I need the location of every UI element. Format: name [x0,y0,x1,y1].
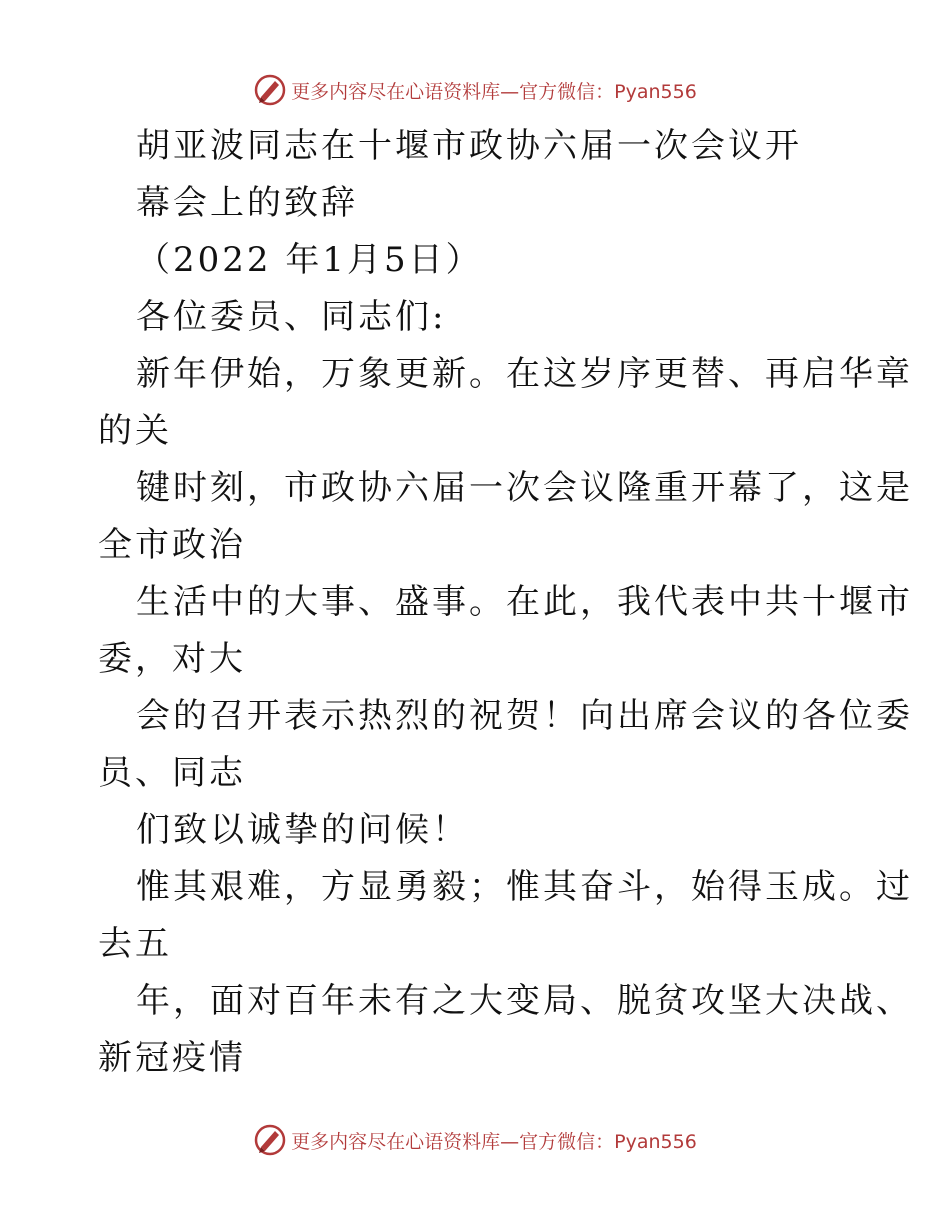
text-line: 年，面对百年未有之大变局、脱贫攻坚大决战、 [136,981,913,1021]
text-line: （2022 年1月5日） [136,240,483,280]
text-line: 生活中的大事、盛事。在此，我代表中共十堰市 [136,582,913,622]
text-line: 键时刻，市政协六届一次会议隆重开幕了，这是 [136,468,913,508]
text-line: 们致以诚挚的问候！ [136,810,469,850]
footer-watermark-banner [0,1120,950,1160]
text-line: 去五 [98,924,172,964]
text-line: 新年伊始，万象更新。在这岁序更替、再启华章 [136,354,913,394]
text-line: 委，对大 [98,639,246,679]
text-line: 新冠疫情 [98,1038,246,1078]
text-line: 的关 [98,411,172,451]
text-line: 胡亚波同志在十堰市政协六届一次会议开 [136,126,802,166]
pen-logo-icon [253,1123,287,1157]
footer-watermark-text: 更多内容尽在心语资料库—官方微信：Pyan556 [291,1130,697,1153]
text-line: 各位委员、同志们: [136,297,447,337]
text-line: 全市政治 [98,525,246,565]
text-line: 惟其艰难，方显勇毅；惟其奋斗，始得玉成。过 [136,867,913,907]
document-body [98,118,913,1087]
text-line: 幕会上的致辞 [136,183,358,223]
header-watermark-text: 更多内容尽在心语资料库—官方微信：Pyan556 [291,80,697,103]
text-line: 员、同志 [98,753,246,793]
pen-logo-icon [253,73,287,107]
header-watermark-banner [0,70,950,110]
text-line: 会的召开表示热烈的祝贺！向出席会议的各位委 [136,696,913,736]
